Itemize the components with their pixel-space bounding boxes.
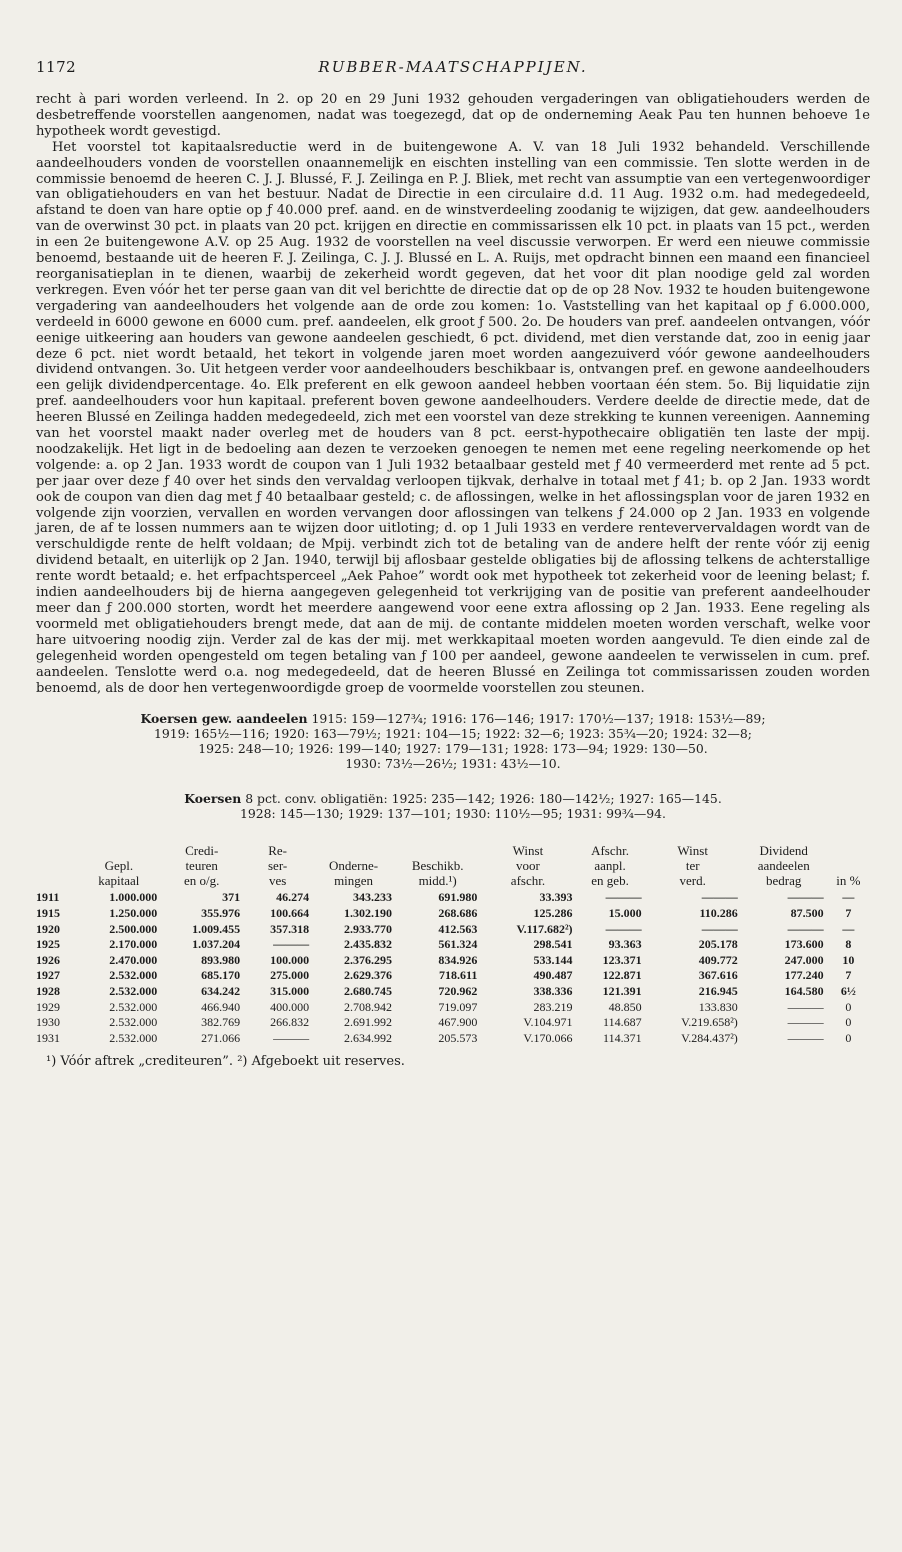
table-row bbox=[36, 1015, 870, 1031]
table-cell: 46.274 bbox=[276, 890, 310, 905]
table-row bbox=[36, 984, 870, 1000]
share-quotes bbox=[36, 711, 870, 771]
table-row bbox=[36, 937, 870, 953]
table-cell: 2.933.770 bbox=[343, 921, 392, 936]
table-cell: 720.962 bbox=[438, 984, 478, 998]
table-cell: 1.009.455 bbox=[192, 921, 241, 936]
table-cell: V.117.682²) bbox=[516, 921, 573, 936]
table-cell: 48.850 bbox=[608, 999, 642, 1014]
table-cell: 0 bbox=[845, 1030, 852, 1045]
table-row bbox=[36, 968, 870, 984]
table-cell: 893.980 bbox=[201, 952, 241, 967]
table-header: Credi- teuren en o/g. bbox=[183, 843, 220, 889]
table-cell: 173.600 bbox=[784, 937, 824, 952]
quotes-line: 8 pct. conv. obligatiën: 1925: 235—142; 1926: 180—142½; 1927: 165—145. bbox=[245, 791, 722, 807]
table-cell: 2.500.000 bbox=[109, 921, 158, 936]
table-cell: 2.532.000 bbox=[109, 968, 158, 983]
table-cell: 1.000.000 bbox=[109, 890, 158, 905]
table-cell: — bbox=[842, 921, 855, 936]
table-cell: 283.219 bbox=[533, 999, 573, 1014]
table-cell: 177.240 bbox=[784, 968, 824, 983]
table-row bbox=[36, 1031, 870, 1047]
table-cell: 834.926 bbox=[438, 952, 478, 967]
table-cell: 2.680.745 bbox=[343, 984, 392, 998]
paragraph: recht à pari worden verleend. In 2. op 20 en 29 Juni 1932 gehouden vergaderingen van obligatiehouders werden de desbetreffende voorstellen aangenomen, nadat was toegezegd, dat op de onderneming Aeak Pau ten hunnen behoeve 1e hypotheek wordt gevestigd. bbox=[36, 92, 870, 139]
table-cell: 268.686 bbox=[438, 906, 478, 921]
table-cell: 114.371 bbox=[603, 1030, 642, 1045]
table-cell: 93.363 bbox=[608, 937, 642, 952]
table-cell: 114.687 bbox=[603, 1015, 642, 1030]
table-cell: 216.945 bbox=[698, 984, 738, 998]
table-cell: 367.616 bbox=[698, 968, 738, 983]
quotes-line: 1925: 248—10; 1926: 199—140; 1927: 179—131; 1928: 173—94; 1929: 130—50. bbox=[198, 741, 708, 757]
table-cell: ——— bbox=[787, 999, 824, 1014]
table-cell: ——— bbox=[273, 1030, 310, 1045]
table-cell: 1911 bbox=[36, 890, 60, 905]
table-row bbox=[36, 1000, 870, 1016]
table-cell: 1915 bbox=[36, 906, 60, 921]
table-cell: 2.532.000 bbox=[109, 1015, 158, 1030]
table-cell: 123.371 bbox=[602, 952, 642, 967]
table-header: Onderne- mingen bbox=[329, 858, 379, 889]
table-cell: 205.178 bbox=[698, 937, 738, 952]
table-cell: 2.470.000 bbox=[109, 952, 158, 967]
table-cell: 2.691.992 bbox=[343, 1015, 392, 1030]
table-header: Winst voor afschr. bbox=[510, 843, 546, 889]
table-header: Re- ser- ves bbox=[268, 843, 288, 889]
page-header bbox=[36, 58, 870, 92]
quotes-line: 1930: 73½—26½; 1931: 43½—10. bbox=[345, 756, 561, 772]
table-cell: 1929 bbox=[36, 999, 60, 1014]
table-cell: 561.324 bbox=[438, 937, 478, 952]
table-cell: 467.900 bbox=[438, 1015, 478, 1030]
paragraph: Het voorstel tot kapitaalsreductie werd in de buitengewone A. V. van 18 Juli 1932 behandeld. Verschillende aandeelhouders vonden de voorstellen onaannemelijk en eischten instelling van een commissie. Ten slotte werden in de commissie benoemd de heeren C. J. J. Blussé, F. J. Zeilinga en P. J. Bliek, met recht van assumptie van een vertegenwoordiger van obligatiehouders en van het bestuur. Nadat de Directie in een circulaire d.d. 11 Aug. 1932 o.m. had medegedeeld, afstand te doen van hare optie op ƒ 40.000 pref. aand. en de winstverdeeling zoodanig te wijzigen, dat gew. aandeelhouders van de overwinst 30 pct. in plaats van 20 pct. krijgen en directie en commissarissen elk 10 pct. in plaats van 15 pct., werden in een 2e buitengewone A.V. op 25 Aug. 1932 de voorstellen na veel discussie verworpen. Er werd een nieuwe commissie benoemd, bestaande uit de heeren F. J. Zeilinga, C. J. J. Blussé en L. A. Ruijs, met opdracht binnen een maand een financieel reorganisatieplan in te dienen, waarbij de zekerheid wordt gegeven, dat het voor dit plan noodige geld zal worden verkregen. Even vóór het ter perse gaan van dit vel berichtte de directie dat op de op 28 Nov. 1932 te houden buitengewone vergadering van aandeelhouders het volgende aan de orde zou komen: 1o. Vaststelling van het kapitaal op ƒ 6.000.000, verdeeld in 6000 gewone en 6000 cum. pref. aandeelen, elk groot ƒ 500. 2o. De houders van pref. aandeelen ontvangen, vóór eenige uitkeering aan houders van gewone aandeelen geschiedt, 6 pct. dividend, met dien verstande dat, zoo in eenig jaar deze 6 pct. niet wordt betaald, het tekort in volgende jaren moet worden aangezuiverd vóór gewone aandeelhouders dividend ontvangen. 3o. Uit hetgeen verder voor aandeelhouders beschikbaar is, ontvangen pref. en gewone aandeelhouders een gelijk dividendpercentage. 4o. Elk preferent en elk gewoon aandeel hebben voortaan één stem. 5o. Bij liquidatie zijn pref. aandeelhouders voor hun kapitaal. preferent boven gewone aandeelhouders. Verdere deelde de directie mede, dat de heeren Blussé en Zeilinga hadden medegedeeld, zich met een voorstel van deze strekking te kunnen vereenigen. Aanneming van het voorstel maakt nader overleg met de houders van 8 pct. eerst-hypothecaire obligatiën ten laste der mpij. noodzakelijk. Het ligt in de bedoeling aan dezen te verzoeken genoegen te nemen met eene regeling neerkomende op het volgende: a. op 2 Jan. 1933 wordt de coupon van 1 Juli 1932 betaalbaar gesteld met ƒ 40 vermeerderd met rente ad 5 pct. per jaar over deze ƒ 40 over het sinds den vervaldag verloopen tijkvak, derhalve in totaal met ƒ 41; b. op 2 Jan. 1933 wordt ook de coupon van dien dag met ƒ 40 betaalbaar gesteld; c. de aflossingen, welke in het aflossingsplan voor de jaren 1932 en volgende zijn voorzien, vervallen en worden vervangen door aflossingen van telkens ƒ 24.000 op 2 Jan. 1933 en volgende jaren, de af te lossen nummers aan te wijzen door uitloting; d. op 1 Juli 1933 en verdere renteververvaldagen wordt van de verschuldigde rente de helft voldaan; de Mpij. verbindt zich tot de betaling van de andere helft der rente vóór zij eenig dividend betaalt, en uiterlijk op 2 Jan. 1940, terwijl bij aflosbaar gestelde obligaties bij de aflossing telkens de achterstallige rente wordt betaald; e. het erfpachtsperceel „Aek Pahoe” wordt ook met hypotheek tot zekerheid voor de leening belast; f. indien aandeelhouders bij de hierna aangegeven gelegenheid tot verkrijging van de positie van preferent aandeelhouder meer dan ƒ 200.000 storten, wordt het meerdere aangewend voor eene extra aflossing op 2 Jan. 1933. Eene regeling als voormeld met obligatiehouders brengt mede, dat aan de mij. de contante middelen moeten worden verschaft, welke voor hare uitvoering noodig zijn. Verder zal de kas der mij. met werkkapitaal moeten worden aangevuld. Te dien einde zal de gelegenheid worden opengesteld om tegen betaling van ƒ 100 per aandeel, gewone aandeelen te verwisselen in cum. pref. aandeelen. Tenslotte werd o.a. nog medegedeeld, dat de heeren Blussé en Zeilinga tot commissarissen zouden worden benoemd, als de door hen vertegenwoordigde groep de voormelde voorstellen zou steunen. bbox=[36, 139, 870, 696]
table-cell: 2.170.000 bbox=[109, 937, 158, 952]
quotes-label: Koersen gew. aandeelen bbox=[140, 711, 308, 727]
table-cell: 125.286 bbox=[533, 906, 573, 921]
table-cell: 315.000 bbox=[270, 984, 310, 998]
table-cell: 0 bbox=[845, 999, 852, 1014]
table-cell: 7 bbox=[845, 906, 852, 921]
table-row bbox=[36, 906, 870, 922]
table-cell: 409.772 bbox=[698, 952, 738, 967]
table-header: Gepl. kapitaal bbox=[98, 858, 140, 889]
table-cell: 2.634.992 bbox=[343, 1030, 392, 1045]
table-cell: 2.532.000 bbox=[109, 999, 158, 1014]
table-cell: 355.976 bbox=[201, 906, 241, 921]
quotes-line: 1915: 159—127¾; 1916: 176—146; 1917: 170½—137; 1918: 153½—89; bbox=[311, 711, 766, 727]
quotes-line: 1919: 165½—116; 1920: 163—79½; 1921: 104—15; 1922: 32—6; 1923: 35¾—20; 1924: 32—8; bbox=[154, 726, 752, 742]
table-cell: 357.318 bbox=[270, 921, 310, 936]
table-cell: ——— bbox=[701, 890, 738, 905]
table-cell: 7 bbox=[845, 968, 852, 983]
table-cell: 110.286 bbox=[699, 906, 738, 921]
table-cell: 164.580 bbox=[784, 984, 824, 998]
table-cell: 1925 bbox=[36, 937, 60, 952]
table-row bbox=[36, 922, 870, 938]
table-cell: 298.541 bbox=[533, 937, 573, 952]
table-cell: V.170.066 bbox=[523, 1030, 573, 1045]
table-cell: 1.250.000 bbox=[109, 906, 158, 921]
table-cell: 275.000 bbox=[270, 968, 310, 983]
table-cell: 382.769 bbox=[201, 1015, 241, 1030]
table-cell: 2.629.376 bbox=[343, 968, 392, 983]
table-cell: 205.573 bbox=[438, 1030, 478, 1045]
table-cell: 1931 bbox=[36, 1030, 60, 1045]
table-cell: ——— bbox=[273, 937, 310, 952]
table-cell: 338.336 bbox=[533, 984, 573, 998]
table-cell: 1930 bbox=[36, 1015, 60, 1030]
table-cell: 2.532.000 bbox=[109, 1030, 158, 1045]
table-header: Afschr. aanpl. en geb. bbox=[591, 843, 630, 889]
bond-quotes bbox=[36, 791, 870, 821]
table-cell: 1.302.190 bbox=[343, 906, 392, 921]
table-cell: 121.391 bbox=[602, 984, 642, 998]
table-cell: 466.940 bbox=[201, 999, 241, 1014]
table-header bbox=[36, 843, 77, 890]
table-cell: 2.376.295 bbox=[343, 952, 392, 967]
table-cell: 490.487 bbox=[533, 968, 573, 983]
table-cell: 247.000 bbox=[784, 952, 824, 967]
table-cell: 2.708.942 bbox=[343, 999, 392, 1014]
table-header: in % bbox=[836, 873, 861, 889]
table-cell: V.219.658²) bbox=[681, 1015, 738, 1030]
table-cell: 412.563 bbox=[438, 921, 478, 936]
table-cell: 634.242 bbox=[201, 984, 241, 998]
table-cell: 400.000 bbox=[270, 999, 310, 1014]
table-cell: 718.611 bbox=[439, 968, 478, 983]
table-cell: ——— bbox=[787, 1030, 824, 1045]
table-cell: 87.500 bbox=[790, 906, 824, 921]
table-cell: 343.233 bbox=[352, 890, 392, 905]
table-header: Beschikb. midd.¹) bbox=[411, 858, 464, 889]
table-cell: 100.664 bbox=[270, 906, 310, 921]
table-cell: 122.871 bbox=[602, 968, 642, 983]
table-cell: 33.393 bbox=[539, 890, 573, 905]
table-cell: 1.037.204 bbox=[192, 937, 241, 952]
table-header: Dividend aandeelen bedrag bbox=[757, 843, 810, 889]
table-cell: V.104.971 bbox=[523, 1015, 573, 1030]
table-cell: ——— bbox=[787, 921, 824, 936]
article-body bbox=[36, 92, 870, 696]
table-cell: 10 bbox=[842, 952, 855, 967]
table-cell: ——— bbox=[701, 921, 738, 936]
table-cell: ——— bbox=[605, 921, 642, 936]
table-cell: 1920 bbox=[36, 921, 60, 936]
table-cell: 1926 bbox=[36, 952, 60, 967]
table-cell: 271.066 bbox=[201, 1030, 241, 1045]
table-cell: 685.170 bbox=[201, 968, 241, 983]
table-cell: 6½ bbox=[840, 984, 856, 998]
table-cell: 691.980 bbox=[438, 890, 478, 905]
table-cell: 1928 bbox=[36, 984, 60, 998]
table-cell: V.284.437²) bbox=[681, 1030, 738, 1045]
table-cell: ——— bbox=[605, 890, 642, 905]
table-cell: 2.435.832 bbox=[343, 937, 392, 952]
table-row bbox=[36, 890, 870, 906]
quotes-line: 1928: 145—130; 1929: 137—101; 1930: 110½—95; 1931: 99¾—94. bbox=[240, 806, 666, 822]
table-cell: 266.832 bbox=[270, 1015, 310, 1030]
table-cell: 133.830 bbox=[698, 999, 738, 1014]
table-cell: 100.000 bbox=[270, 952, 310, 967]
quotes-label: Koersen bbox=[184, 791, 242, 807]
table-cell: 15.000 bbox=[608, 906, 642, 921]
table-cell: — bbox=[842, 890, 855, 905]
table-cell: 719.097 bbox=[438, 999, 478, 1014]
page-number: 1172 bbox=[36, 58, 77, 76]
table-cell: 2.532.000 bbox=[109, 984, 158, 998]
table-cell: 0 bbox=[845, 1015, 852, 1030]
footnote: ¹) Vóór aftrek „crediteuren”. ²) Afgeboekt uit reserves. bbox=[46, 1054, 405, 1070]
table-cell: 533.144 bbox=[533, 952, 573, 967]
table-cell: ——— bbox=[787, 890, 824, 905]
financial-table bbox=[36, 843, 870, 1046]
table-header: Winst ter verd. bbox=[677, 843, 708, 889]
table-cell: 8 bbox=[845, 937, 852, 952]
running-title: RUBBER-MAATSCHAPPIJEN. bbox=[318, 58, 588, 76]
table-cell: 1927 bbox=[36, 968, 60, 983]
table-cell: ——— bbox=[787, 1015, 824, 1030]
table-cell: 371 bbox=[222, 890, 241, 905]
table-row bbox=[36, 953, 870, 969]
